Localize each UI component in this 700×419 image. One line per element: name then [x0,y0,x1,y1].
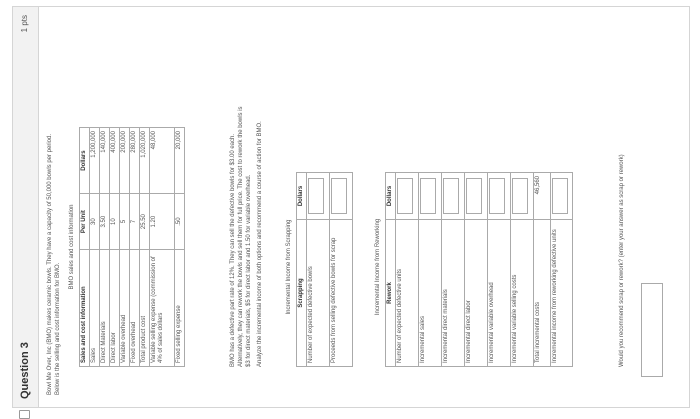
per-unit-cell: 10 [110,194,120,250]
table-header-row [386,173,396,367]
row-label: Variable overhead [120,250,130,367]
row-label: Total incremental costs [534,220,551,367]
question-card [12,6,690,408]
final-prompt: Would you recommend scrap or rework? (enter your answer as scrap or rework) [619,154,625,367]
dollars-cell: 1,020,000 [140,128,150,194]
row-label: Incremental income from reworking defective units [551,220,573,367]
table3-caption: Incremental Income from Reworking [375,218,381,316]
answer-cell [330,173,353,220]
row-label: Incremental variable overhead [488,220,511,367]
recommendation-input[interactable] [641,283,663,377]
question-points: 1 pts [20,15,29,33]
table-row [511,173,534,367]
table-header: Dollars [80,128,90,194]
row-label: Direct labor [110,250,120,367]
table-row [140,128,150,367]
table-row [442,173,465,367]
answer-cell [465,173,488,220]
scrapping-table [296,172,353,367]
rework-table [385,172,573,367]
row-label: Number of expected defective units [396,220,419,367]
row-label: Sales [90,250,100,367]
problem-text [229,22,264,367]
table-header: Scrapping [297,220,307,367]
incremental-variable-overhead-input[interactable] [489,178,505,214]
question-title: Question 3 [19,342,31,399]
cost-info-table [79,127,185,367]
intro-line: Below is the selling and cost information for BMO. [55,262,61,395]
answer-cell [551,173,573,220]
incremental-income-rework-input[interactable] [552,178,568,214]
answer-cell [511,173,534,220]
incremental-direct-labor-input[interactable] [466,178,482,214]
dollars-cell: 400,000 [110,128,120,194]
problem-line: $3 for direct materials, $5 for direct labor and 1.50 for variable overhead. [246,174,252,367]
table-row [175,128,185,367]
problem-line: Analyze the incremental income of both options and recommend a course of action for BMO. [257,121,263,367]
answer-cell [307,173,330,220]
table-row [120,128,130,367]
dollars-cell: 140,000 [100,128,110,194]
row-label: Number of expected defective bowls [307,220,330,367]
table-header-row [80,128,90,367]
incremental-direct-materials-input[interactable] [443,178,459,214]
row-label: Incremental variable selling costs [511,220,534,367]
table-row [419,173,442,367]
table-row [330,173,353,367]
table-row [90,128,100,367]
table-header: Sales and cost information [80,250,90,367]
problem-line: BMO has a defective part rate of 12%. They can sell the defective bowls for $3.00 each. [230,133,236,367]
table-row [130,128,140,367]
table-header-row [297,173,307,367]
per-unit-cell: 1.20 [150,194,175,250]
answer-cell [488,173,511,220]
per-unit-cell: 30 [90,194,100,250]
table-header: Dollars [297,173,307,220]
total-incremental-costs-value: 46,560 [534,173,551,220]
per-unit-cell: 5 [120,194,130,250]
row-label: Proceeds from selling defective bowls for scrap [330,220,353,367]
answer-cell [396,173,419,220]
per-unit-cell: .50 [175,194,185,250]
table-row [488,173,511,367]
per-unit-cell: 3.50 [100,194,110,250]
row-label: Variable selling expense (commission of 4% of sales dollars [150,250,175,367]
table-row [307,173,330,367]
row-label: Total product cost [140,250,150,367]
intro-line: Bowl Me Over, Inc (BMO) makes ceramic bowls. They have a capacity of 50,000 bowls per period. [47,134,53,395]
table-row [100,128,110,367]
dollars-cell: 200,000 [120,128,130,194]
rework-defective-units-input[interactable] [397,178,413,214]
row-label: Fixed overhead [130,250,140,367]
table-row [150,128,175,367]
row-label: Direct Materials [100,250,110,367]
problem-line: Alternatively, they can rework the bowls and sell them for full price. The cost to rework the bowls is [238,106,244,367]
table-header: Per Unit [80,194,90,250]
table-row [534,173,551,367]
table-header: Rework [386,220,396,367]
per-unit-cell: 7 [130,194,140,250]
scrap-proceeds-input[interactable] [331,178,347,214]
table-row [551,173,573,367]
row-label: Fixed selling expense [175,250,185,367]
dollars-cell: 280,000 [130,128,140,194]
row-label: Incremental direct materials [442,220,465,367]
table1-caption: BMO sales and cost information [69,204,75,290]
question-header [13,7,39,407]
intro-text [46,15,62,395]
answer-cell [419,173,442,220]
answer-cell [442,173,465,220]
row-label: Incremental sales [419,220,442,367]
row-label: Incremental direct labor [465,220,488,367]
table-row [465,173,488,367]
table-row [396,173,419,367]
table-row [110,128,120,367]
dollars-cell: 48,000 [150,128,175,194]
table-header: Dollars [386,173,396,220]
table2-caption: Incremental Income from Scrapping [286,219,292,315]
dollars-cell: 1,200,000 [90,128,100,194]
incremental-variable-selling-input[interactable] [512,178,528,214]
incremental-sales-input[interactable] [420,178,436,214]
expected-defective-bowls-input[interactable] [308,178,324,214]
per-unit-cell: 25.50 [140,194,150,250]
dollars-cell: 20,000 [175,128,185,194]
